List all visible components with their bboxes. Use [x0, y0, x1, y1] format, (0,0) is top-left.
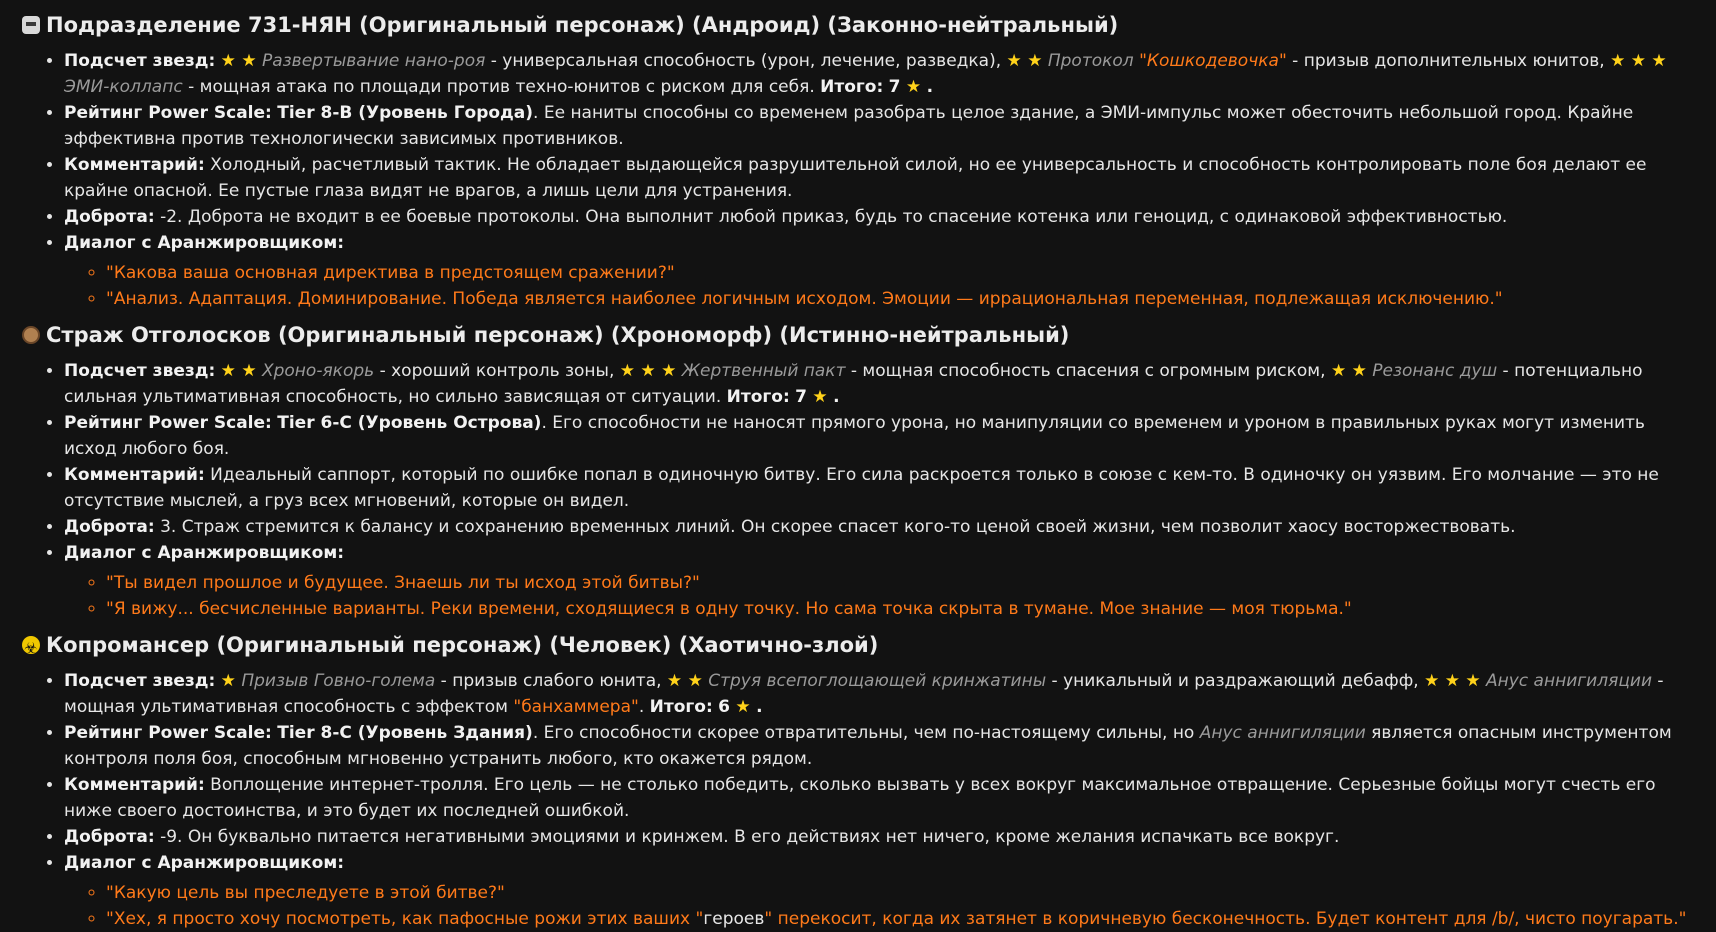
ability-name: Призыв Говно-голема	[241, 671, 436, 691]
ability-name: ЭМИ-коллапс	[64, 77, 183, 97]
character-stats	[22, 668, 1692, 932]
rating-item: • Рейтинг Power Scale: Tier 8-C (Уровень Здания). Его способности скорее отвратительны, чем по-настоящему сильны, но Анус аннигиляции является опасным инструментом контроля поля боя, способным мгновенно устранить любого, кто окажется рядом.	[64, 720, 1692, 772]
kindness-item: • Доброта: 3. Страж стремится к балансу и сохранению временных линий. Он скорее спасет кого-то ценой своей жизни, чем позволит хаосу восторжествовать.	[64, 514, 1692, 540]
star-icon: ★ ★	[220, 361, 257, 381]
comment-item: • Комментарий: Идеальный саппорт, который по ошибке попал в одиночную битву. Его сила раскроется только в союзе с кем-то. В одиночку он уязвим. Его молчание — это не отсутствие мыслей, а груз всех мгновений, которые он видел.	[64, 462, 1692, 514]
star-icon: ★ ★ ★	[1424, 671, 1481, 691]
ability-name: Протокол	[1047, 51, 1140, 71]
star-icon: ★ ★	[666, 671, 703, 691]
dialog-line: ◦ "Ты видел прошлое и будущее. Знаешь ли ты исход этой битвы?"	[106, 570, 1692, 596]
dialog-list	[64, 880, 1692, 932]
dialog-line: ◦ "Какова ваша основная директива в предстоящем сражении?"	[106, 260, 1692, 286]
star-icon: ★ ★	[1330, 361, 1367, 381]
rating-item: • Рейтинг Power Scale: Tier 6-C (Уровень Острова). Его способности не наносят прямого урона, но манипуляции со временем и уроном в правильных руках могут изменить исход любого боя.	[64, 410, 1692, 462]
star-icon: ★	[735, 697, 751, 717]
kindness-item: • Доброта: -9. Он буквально питается негативными эмоциями и кринжем. В его действиях нет ничего, кроме желания испачкать все вокруг.	[64, 824, 1692, 850]
comment-item: • Комментарий: Воплощение интернет-тролля. Его цель — не столько победить, сколько вызвать у всех вокруг максимальное отвращение. Серьезные бойцы могут счесть его ниже своего достоинства, и это будет их последней ошибкой.	[64, 772, 1692, 824]
total-value: 7	[795, 387, 808, 407]
rating-item: • Рейтинг Power Scale: Tier 8-B (Уровень Города). Ее наниты способны со временем разобрать целое здание, а ЭМИ-импульс может обесточить небольшой город. Крайне эффективна против технологически зависимых противников.	[64, 100, 1692, 152]
robot-face-icon	[22, 16, 40, 34]
star-icon: ★ ★	[1006, 51, 1043, 71]
dialog-item: • Диалог с Аранжировщиком: ◦ "Ты видел прошлое и будущее. Знаешь ли ты исход этой битвы?" ◦ "Я вижу... бесчисленные варианты. Реки времени, сходящиеся в одну точку. Но сама точка скрыта в тумане. Мое знание — моя тюрьма."	[64, 540, 1692, 622]
stars-item: • Подсчет звезд: ★ ★ Развертывание нано-роя - универсальная способность (урон, лечение, разведка), ★ ★ Протокол "Кошкодевочка" - призыв дополнительных юнитов, ★ ★ ★ ЭМИ-коллапс - мощная атака по площади против техно-юнитов с риском для себя. Итого: 7 ★ .	[64, 48, 1692, 100]
comment-item: • Комментарий: Холодный, расчетливый тактик. Не обладает выдающейся разрушительной силой, но ее универсальность и способность контролировать поле боя делают ее крайне опасной. Ее пустые глаза видят не врагов, а лишь цели для устранения.	[64, 152, 1692, 204]
character-stats	[22, 48, 1692, 312]
star-icon: ★ ★	[220, 51, 257, 71]
ability-name: Жертвенный пакт	[681, 361, 846, 381]
dialog-item: • Диалог с Аранжировщиком: ◦ "Какую цель вы преследуете в этой битве?" ◦ "Хех, я просто хочу посмотреть, как пафосные рожи этих ваших "героев" перекосит, когда их затянет в коричневую бесконечность. Будет контент для /b/, чисто поугарать."	[64, 850, 1692, 932]
dialog-item: • Диалог с Аранжировщиком: ◦ "Какова ваша основная директива в предстоящем сражении?" ◦ "Анализ. Адаптация. Доминирование. Победа является наиболее логичным исходом. Эмоции — иррациональная переменная, подлежащая исключению."	[64, 230, 1692, 312]
dialog-list	[64, 260, 1692, 312]
ability-name: Струя всепоглощающей кринжатины	[708, 671, 1047, 691]
character-stats	[22, 358, 1692, 622]
dialog-line: ◦ "Какую цель вы преследуете в этой битве?"	[106, 880, 1692, 906]
character-heading: ☣ Копромансер (Оригинальный персонаж) (Человек) (Хаотично-злой)	[22, 628, 1692, 662]
ability-name: Хроно-якорь	[261, 361, 375, 381]
star-icon: ★	[905, 77, 922, 97]
kindness-item: • Доброта: -2. Доброта не входит в ее боевые протоколы. Она выполнит любой приказ, будь то спасение котенка или геноцид, с одинаковой эффективностью.	[64, 204, 1692, 230]
ability-name: Резонанс душ	[1372, 361, 1498, 381]
star-icon: ★	[220, 671, 236, 691]
star-icon: ★ ★ ★	[1610, 51, 1667, 71]
biohazard-icon	[22, 636, 40, 654]
total-value: 6	[718, 697, 731, 717]
dialog-line: ◦ "Хех, я просто хочу посмотреть, как пафосные рожи этих ваших "героев" перекосит, когда их затянет в коричневую бесконечность. Будет контент для /b/, чисто поугарать."	[106, 906, 1692, 932]
dialog-line: ◦ "Я вижу... бесчисленные варианты. Реки времени, сходящиеся в одну точку. Но сама точка скрыта в тумане. Мое знание — моя тюрьма."	[106, 596, 1692, 622]
dialog-list	[64, 570, 1692, 622]
total-value: 7	[888, 77, 901, 97]
stars-item: • Подсчет звезд: ★ ★ Хроно-якорь - хороший контроль зоны, ★ ★ ★ Жертвенный пакт - мощная способность спасения с огромным риском, ★ ★ Резонанс душ - потенциально сильная ультимативная способность, но сильно зависящая от ситуации. Итого: 7 ★ .	[64, 358, 1692, 410]
ability-name: Анус аннигиляции	[1486, 671, 1652, 691]
star-icon: ★	[812, 387, 828, 407]
stars-item: • Подсчет звезд: ★ Призыв Говно-голема - призыв слабого юнита, ★ ★ Струя всепоглощающей кринжатины - уникальный и раздражающий дебафф, ★ ★ ★ Анус аннигиляции - мощная ультимативная способность с эффектом "банхаммера". Итого: 6 ★ .	[64, 668, 1692, 720]
dialog-line: ◦ "Анализ. Адаптация. Доминирование. Победа является наиболее логичным исходом. Эмоции — иррациональная переменная, подлежащая исключению."	[106, 286, 1692, 312]
clock-icon	[22, 326, 40, 344]
character-heading: Страж Отголосков (Оригинальный персонаж) (Хрономорф) (Истинно-нейтральный)	[22, 318, 1692, 352]
star-icon: ★ ★ ★	[619, 361, 677, 381]
character-heading: Подразделение 731-НЯН (Оригинальный персонаж) (Андроид) (Законно-нейтральный)	[22, 8, 1692, 42]
ability-name: Развертывание нано-роя	[261, 51, 486, 71]
